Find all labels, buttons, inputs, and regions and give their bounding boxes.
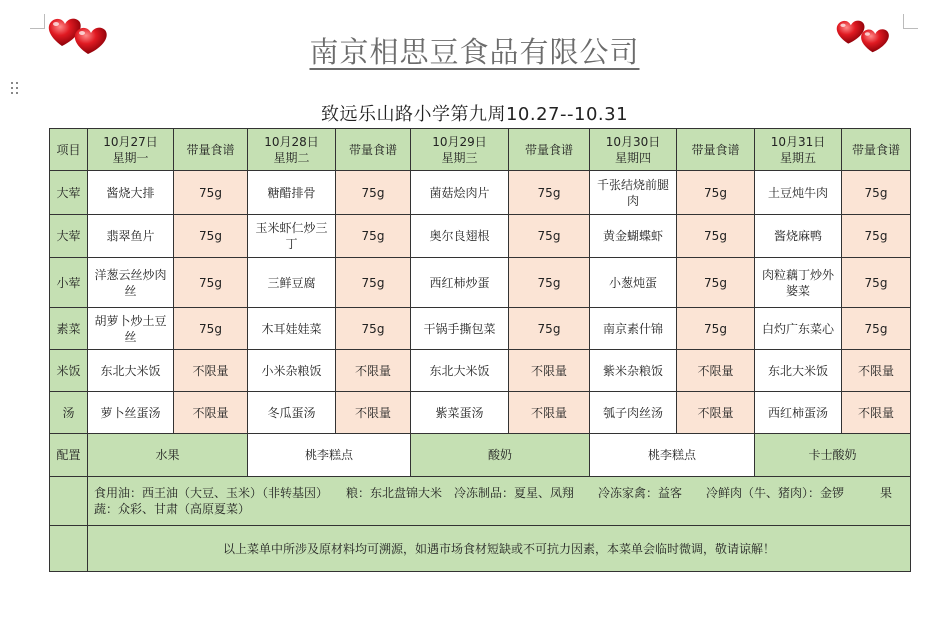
disclaimer-label-cell (50, 526, 88, 572)
portion-cell: 75g (174, 171, 248, 215)
item-header: 项目 (50, 129, 88, 171)
disclaimer-text: 以上菜单中所涉及原材料均可溯源，如遇市场食材短缺或不可抗力因素，本菜单会临时微调，敬请谅解！ (88, 526, 911, 572)
category-cell: 汤 (50, 392, 88, 434)
portion-cell: 75g (509, 171, 590, 215)
day-header: 10月28日 星期二 (248, 129, 336, 171)
portion-cell: 不限量 (509, 392, 590, 434)
day-header: 10月27日 星期一 (88, 129, 174, 171)
category-cell: 大荤 (50, 171, 88, 215)
portion-cell: 不限量 (677, 350, 755, 392)
dish-cell: 土豆炖牛肉 (755, 171, 842, 215)
portion-cell: 不限量 (336, 350, 411, 392)
day-header: 10月29日 星期三 (411, 129, 509, 171)
menu-subtitle: 致远乐山路小学第九周10.27--10.31 (320, 104, 629, 125)
category-cell: 小荤 (50, 258, 88, 308)
portion-cell: 75g (509, 308, 590, 350)
table-row (50, 215, 911, 258)
category-cell: 大荤 (50, 215, 88, 258)
dish-cell: 紫米杂粮饭 (590, 350, 677, 392)
portion-header: 带量食谱 (174, 129, 248, 171)
dish-cell: 肉粒藕丁炒外婆菜 (755, 258, 842, 308)
portion-cell: 不限量 (509, 350, 590, 392)
dish-cell: 酱烧麻鸭 (755, 215, 842, 258)
note-row (50, 477, 911, 526)
portion-cell: 75g (509, 215, 590, 258)
dish-cell: 南京素什锦 (590, 308, 677, 350)
dish-cell: 洋葱云丝炒肉丝 (88, 258, 174, 308)
dish-cell: 干锅手撕包菜 (411, 308, 509, 350)
header-row (50, 129, 911, 171)
portion-cell: 不限量 (174, 392, 248, 434)
portion-header: 带量食谱 (336, 129, 411, 171)
dish-cell: 糖醋排骨 (248, 171, 336, 215)
portion-cell: 75g (842, 308, 911, 350)
dish-cell: 东北大米饭 (755, 350, 842, 392)
dish-cell: 三鲜豆腐 (248, 258, 336, 308)
extras-cell: 桃李糕点 (590, 434, 755, 477)
portion-cell: 75g (677, 171, 755, 215)
table-row (50, 308, 911, 350)
category-cell: 素菜 (50, 308, 88, 350)
dish-cell: 小米杂粮饭 (248, 350, 336, 392)
day-header: 10月30日 星期四 (590, 129, 677, 171)
portion-cell: 75g (509, 258, 590, 308)
table-row (50, 350, 911, 392)
portion-cell: 75g (677, 258, 755, 308)
portion-cell: 不限量 (842, 350, 911, 392)
portion-cell: 75g (677, 215, 755, 258)
dish-cell: 黄金蝴蝶虾 (590, 215, 677, 258)
dish-cell: 胡萝卜炒土豆丝 (88, 308, 174, 350)
dish-cell: 奥尔良翅根 (411, 215, 509, 258)
dish-cell: 西红柿蛋汤 (755, 392, 842, 434)
portion-cell: 75g (336, 171, 411, 215)
portion-cell: 75g (336, 215, 411, 258)
portion-header: 带量食谱 (842, 129, 911, 171)
portion-cell: 75g (842, 171, 911, 215)
dish-cell: 翡翠鱼片 (88, 215, 174, 258)
dish-cell: 萝卜丝蛋汤 (88, 392, 174, 434)
portion-cell: 75g (677, 308, 755, 350)
extras-cell: 桃李糕点 (248, 434, 411, 477)
portion-cell: 75g (174, 215, 248, 258)
extras-cell: 水果 (88, 434, 248, 477)
dish-cell: 瓠子肉丝汤 (590, 392, 677, 434)
extras-cell: 酸奶 (411, 434, 590, 477)
portion-cell: 75g (336, 258, 411, 308)
company-title: 南京相思豆食品有限公司 (309, 35, 640, 69)
dish-cell: 白灼广东菜心 (755, 308, 842, 350)
note-label-cell (50, 477, 88, 526)
page-corner-mark (30, 14, 45, 29)
portion-header: 带量食谱 (677, 129, 755, 171)
dish-cell: 木耳娃娃菜 (248, 308, 336, 350)
portion-cell: 75g (174, 308, 248, 350)
table-row (50, 171, 911, 215)
portion-cell: 75g (174, 258, 248, 308)
dish-cell: 西红柿炒蛋 (411, 258, 509, 308)
dish-cell: 小葱炖蛋 (590, 258, 677, 308)
category-cell: 米饭 (50, 350, 88, 392)
disclaimer-row (50, 526, 911, 572)
table-row (50, 258, 911, 308)
portion-cell: 75g (336, 308, 411, 350)
portion-header: 带量食谱 (509, 129, 590, 171)
dish-cell: 东北大米饭 (411, 350, 509, 392)
dish-cell: 玉米虾仁炒三丁 (248, 215, 336, 258)
supplier-note: 食用油：西王油（大豆、玉米）（非转基因） 粮：东北盘锦大米 冷冻制品：夏星、凤翔 冷冻家禽：益客 冷鲜肉（牛、猪肉）：金锣 果蔬：众彩、甘肃（高原夏菜） (88, 477, 911, 526)
extras-row (50, 434, 911, 477)
page-corner-mark (903, 14, 918, 29)
dish-cell: 酱烧大排 (88, 171, 174, 215)
portion-cell: 不限量 (677, 392, 755, 434)
table-move-handle-icon[interactable] (10, 82, 22, 96)
portion-cell: 不限量 (174, 350, 248, 392)
portion-cell: 不限量 (336, 392, 411, 434)
dish-cell: 紫菜蛋汤 (411, 392, 509, 434)
dish-cell: 东北大米饭 (88, 350, 174, 392)
portion-cell: 75g (842, 258, 911, 308)
weekly-menu-table (49, 128, 911, 572)
dish-cell: 冬瓜蛋汤 (248, 392, 336, 434)
day-header: 10月31日 星期五 (755, 129, 842, 171)
extras-cell: 卡士酸奶 (755, 434, 911, 477)
dish-cell: 菌菇烩肉片 (411, 171, 509, 215)
table-row (50, 392, 911, 434)
category-cell: 配置 (50, 434, 88, 477)
portion-cell: 75g (842, 215, 911, 258)
portion-cell: 不限量 (842, 392, 911, 434)
dish-cell: 千张结烧前腿肉 (590, 171, 677, 215)
